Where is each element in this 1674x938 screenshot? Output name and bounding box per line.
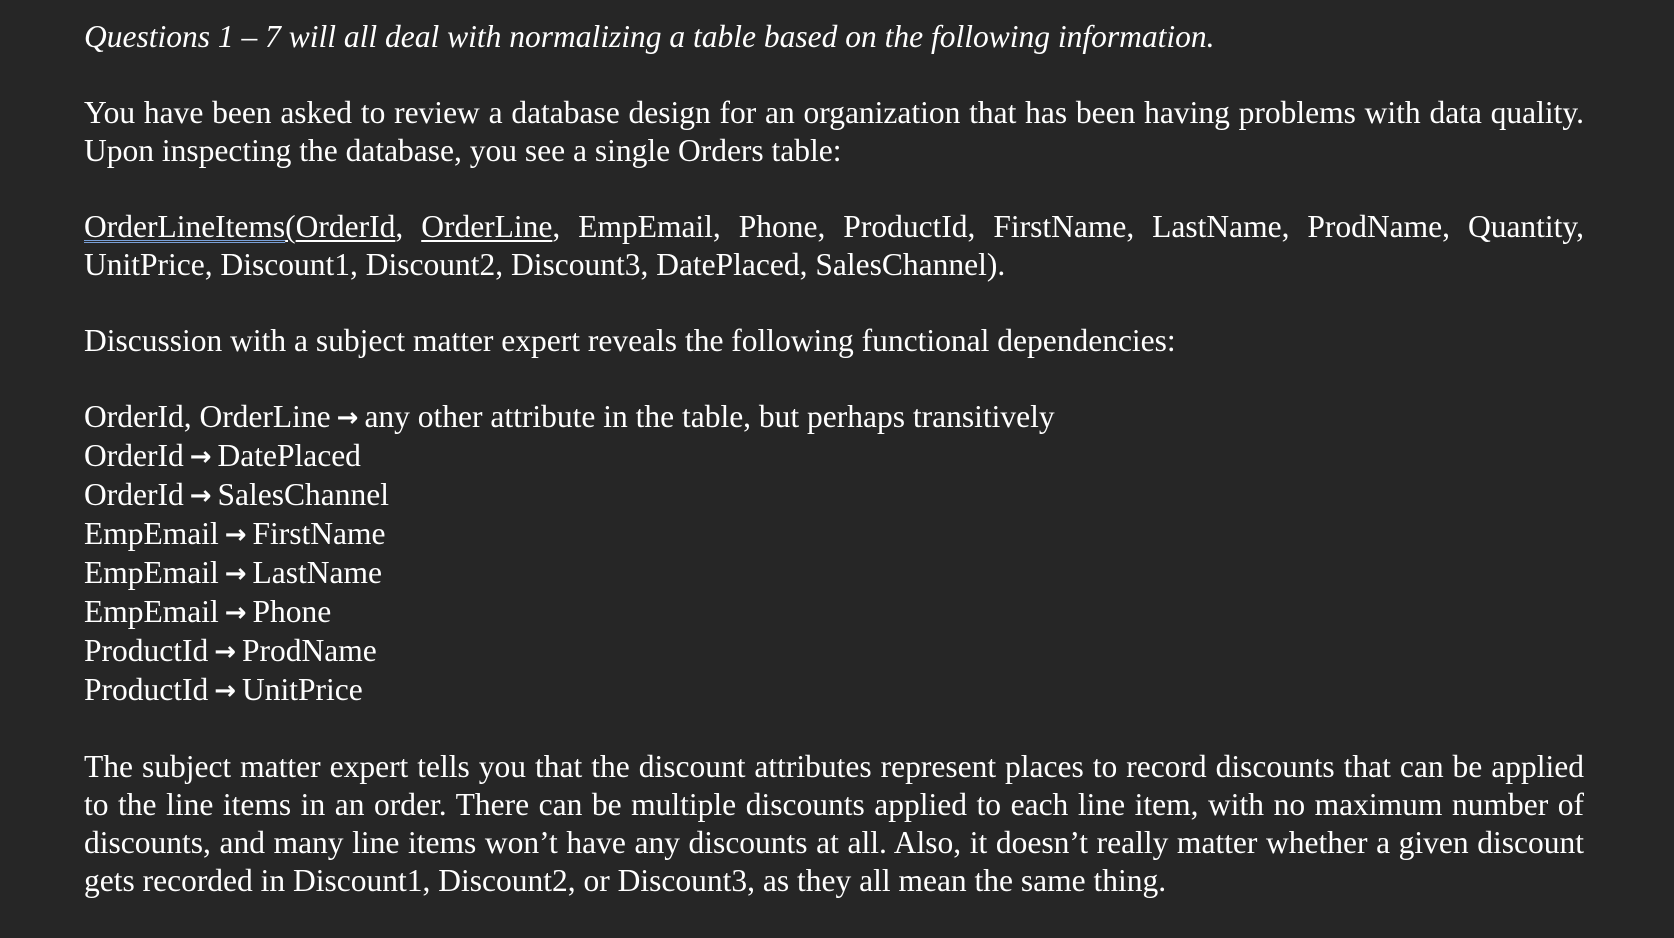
functional-dependencies-list — [84, 398, 1584, 710]
right-arrow-icon: → — [224, 520, 247, 550]
dependency-rhs: Phone — [252, 594, 332, 629]
discount-paragraph: The subject matter expert tells you that the discount attributes represent places to record discounts that can be applied to the line items in an order. There can be multiple discounts applied to each line item, with no maximum number of discounts, and many line items won’t have any discounts at all. Also, it doesn’t really matter whether a given discount gets recorded in Discount1, Discount2, or Discount3, as they all mean the same thing. — [84, 749, 1584, 898]
dependency-row — [84, 398, 1584, 437]
dependency-rhs: LastName — [252, 555, 382, 590]
dependency-lhs: ProductId — [84, 633, 209, 668]
dependency-rhs: any other attribute in the table, but perhaps transitively — [364, 399, 1055, 434]
right-arrow-icon: → — [189, 442, 212, 472]
dependency-lhs: OrderId, OrderLine — [84, 399, 331, 434]
dependency-row — [84, 515, 1584, 554]
dependency-lhs: ProductId — [84, 672, 209, 707]
dependency-row — [84, 437, 1584, 476]
right-arrow-icon: → — [214, 676, 237, 706]
dependency-rhs: UnitPrice — [242, 672, 363, 707]
problem-paragraph: You have been asked to review a database design for an organization that has been having problems with data quality. Upon inspecting the database, you see a single Orders table: — [84, 95, 1584, 168]
dependency-lhs: EmpEmail — [84, 594, 219, 629]
right-arrow-icon: → — [224, 598, 247, 628]
dependency-rhs: ProdName — [242, 633, 377, 668]
right-arrow-icon: → — [224, 559, 247, 589]
schema-key-separator: , — [395, 209, 422, 244]
right-arrow-icon: → — [189, 481, 212, 511]
schema-open-paren: ( — [285, 209, 296, 244]
dependency-row — [84, 593, 1584, 632]
dependency-rhs: SalesChannel — [217, 477, 389, 512]
dependency-lhs: EmpEmail — [84, 555, 219, 590]
table-schema — [84, 208, 1584, 284]
schema-attributes: , EmpEmail, Phone, ProductId, FirstName, LastName, ProdName, Quantity, UnitPrice, Discount1, Discount2, Discount3, DatePlaced, SalesChannel). — [84, 209, 1585, 282]
questions-intro: Questions 1 – 7 will all deal with normalizing a table based on the following information. — [84, 19, 1215, 54]
dependency-row — [84, 671, 1584, 710]
dependency-lhs: OrderId — [84, 438, 184, 473]
dependency-lhs: EmpEmail — [84, 516, 219, 551]
schema-key-orderid: OrderId — [295, 209, 396, 244]
schema-key-orderline: OrderLine — [421, 209, 553, 244]
dependency-lhs: OrderId — [84, 477, 184, 512]
document-page — [84, 18, 1584, 938]
dependency-row — [84, 476, 1584, 515]
dependency-row — [84, 554, 1584, 593]
dependencies-intro: Discussion with a subject matter expert reveals the following functional dependencies: — [84, 323, 1176, 358]
dependency-rhs: DatePlaced — [217, 438, 361, 473]
right-arrow-icon: → — [336, 403, 359, 433]
dependency-rhs: FirstName — [252, 516, 386, 551]
dependency-row — [84, 632, 1584, 671]
right-arrow-icon: → — [214, 637, 237, 667]
schema-table-name: OrderLineItems — [84, 209, 286, 244]
